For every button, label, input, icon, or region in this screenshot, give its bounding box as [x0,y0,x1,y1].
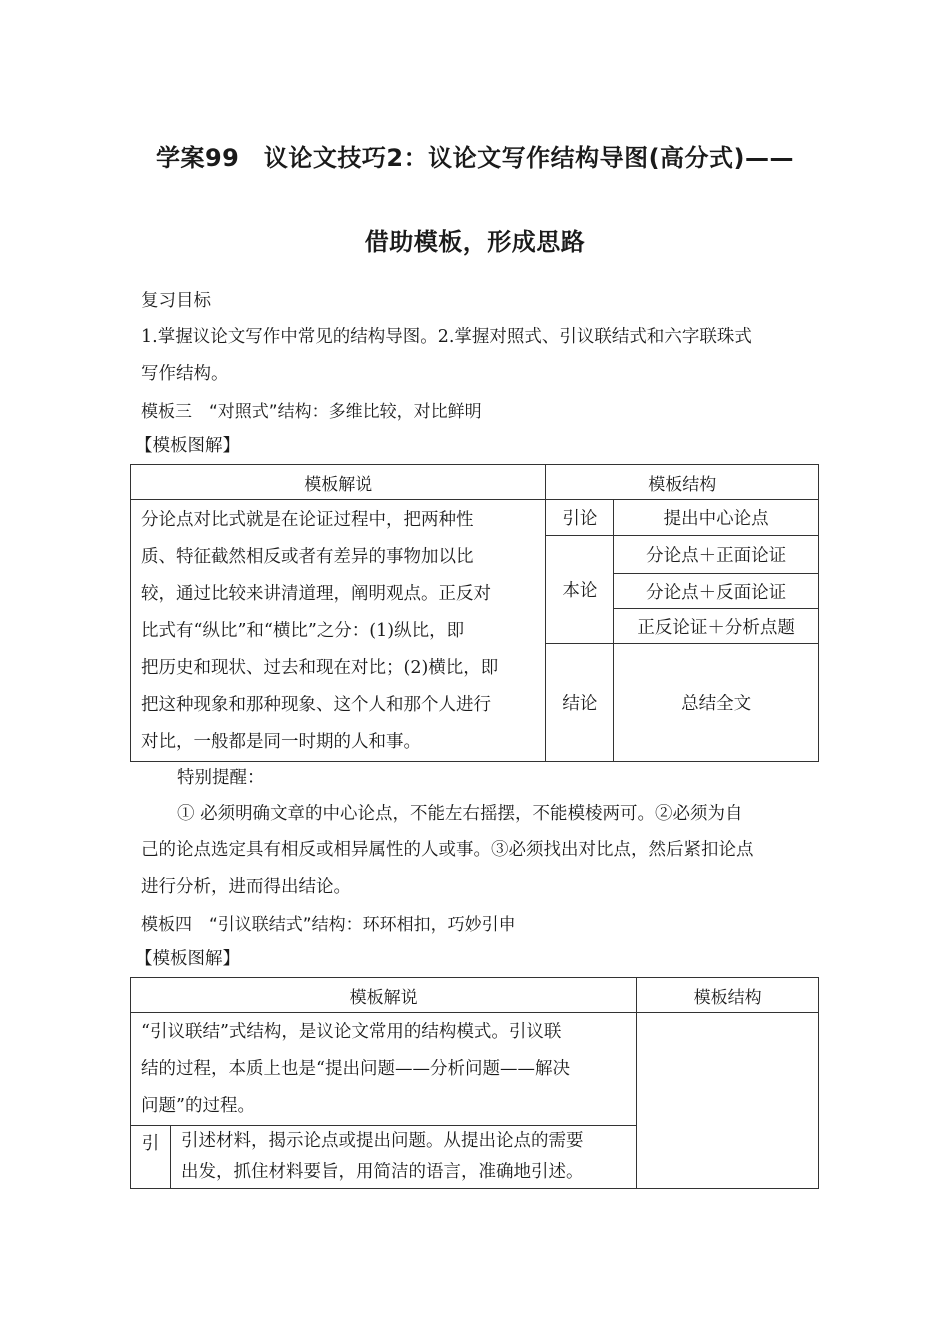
desc-line: 把这种现象和那种现象、这个人和那个人进行 [141,695,491,715]
desc-line: 把历史和现状、过去和现在对比；(2)横比，即 [141,658,499,678]
page-title-line2: 借助模板，形成思路 [364,228,586,256]
template3-heading: 模板三 “对照式”结构：多维比较，对比鲜明 [141,402,482,422]
template3-table [130,464,819,762]
intro-label: 引论 [546,500,614,536]
review-heading: 复习目标 [141,291,211,311]
reminder-title: 特别提醒： [177,768,265,788]
template3-diagram-label: 【模板图解】 [135,436,240,456]
yin-line: 引述材料，揭示论点或提出问题。从提出论点的需要 [180,1131,584,1151]
template3-description-cell [131,500,546,762]
yin-label: 引 [131,1126,171,1189]
page-title-line1: 学案99 议论文技巧2：议论文写作结构导图(高分式)—— [155,144,795,172]
desc-line: 对比，一般都是同一时期的人和事。 [141,732,421,752]
template4-diagram-label: 【模板图解】 [135,949,240,969]
conclusion-content: 总结全文 [614,644,819,762]
yin-content-cell [170,1126,636,1189]
desc-line: 问题”的过程。 [141,1096,255,1116]
template4-heading: 模板四 “引议联结式”结构：环环相扣，巧妙引申 [141,915,516,935]
template4-col-struct-header: 模板结构 [637,978,819,1013]
template3-col-desc-header: 模板解说 [131,465,546,500]
template4-description-cell [131,1013,637,1126]
template4-col-desc-header: 模板解说 [131,978,637,1013]
yin-line: 出发，抓住材料要旨，用简洁的语言，准确地引述。 [180,1162,584,1182]
template4-table [130,977,819,1189]
reminder-line: ① 必须明确文章的中心论点，不能左右摇摆，不能模棱两可。②必须为自 [177,804,743,824]
intro-content: 提出中心论点 [614,500,819,536]
body-item: 分论点＋反面论证 [614,574,819,609]
desc-line: 质、特征截然相反或者有差异的事物加以比 [141,547,474,567]
review-goal-line2: 写作结构。 [141,364,229,384]
reminder-line: 己的论点选定具有相反或相异属性的人或事。③必须找出对比点，然后紧扣论点 [141,840,754,860]
reminder-line: 进行分析，进而得出结论。 [141,877,351,897]
template3-col-struct-header: 模板结构 [546,465,819,500]
body-item: 分论点＋正面论证 [614,536,819,574]
body-item: 正反论证＋分析点题 [614,609,819,644]
body-label: 本论 [546,536,614,644]
desc-line: 比式有“纵比”和“横比”之分：(1)纵比，即 [141,621,465,641]
conclusion-label: 结论 [546,644,614,762]
desc-line: 分论点对比式就是在论证过程中，把两种性 [141,510,474,530]
desc-line: “引议联结”式结构，是议论文常用的结构模式。引议联 [141,1022,562,1042]
template4-structure-cell [637,1013,819,1189]
desc-line: 较，通过比较来讲清道理，阐明观点。正反对 [141,584,491,604]
desc-line: 结的过程，本质上也是“提出问题——分析问题——解决 [141,1059,570,1079]
review-goal-line1: 1.掌握议论文写作中常见的结构导图。2.掌握对照式、引议联结式和六字联珠式 [141,327,752,347]
